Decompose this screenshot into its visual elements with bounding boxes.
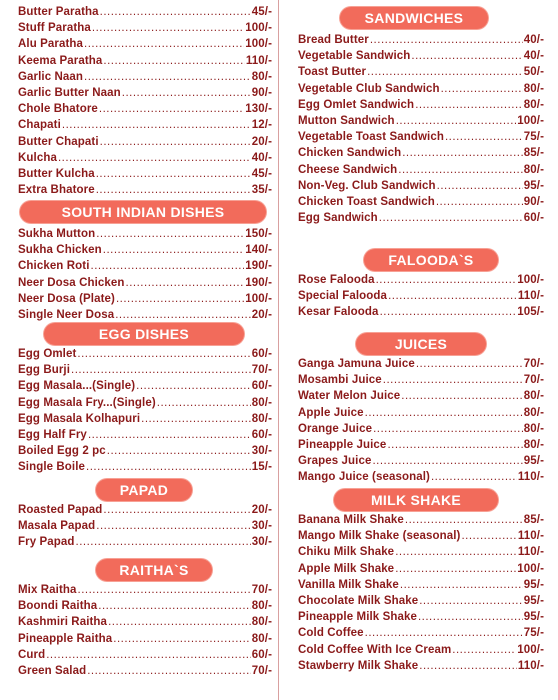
dot-leader <box>461 528 516 545</box>
dot-leader <box>100 4 251 21</box>
menu-item-price: 80/- <box>251 616 272 629</box>
menu-item-name: Masala Papad <box>18 520 96 533</box>
menu-item-name: Egg Half Fry <box>18 429 87 441</box>
menu-item <box>18 20 272 37</box>
dot-leader <box>99 101 244 118</box>
dot-leader <box>96 518 251 535</box>
menu-item-price: 80/- <box>523 163 544 176</box>
menu-item-price: 100/- <box>517 115 544 127</box>
menu-item-name: Rose Falooda <box>298 274 375 286</box>
menu-item-price: 100/- <box>517 643 544 656</box>
menu-item-name: Roasted Papad <box>18 504 103 516</box>
menu-item <box>298 577 544 594</box>
section-header: SANDWICHES <box>340 7 488 29</box>
menu-item <box>18 502 272 519</box>
menu-item <box>298 64 544 81</box>
dot-leader <box>402 145 523 162</box>
menu-item <box>298 32 544 49</box>
section-header: JUICES <box>356 333 486 355</box>
menu-item-name: Banana Milk Shake <box>298 514 404 526</box>
menu-item <box>18 443 272 460</box>
menu-item-price: 30/- <box>251 536 272 549</box>
menu-item-price: 60/- <box>251 429 272 441</box>
menu-item-name: Kesar Falooda <box>298 306 379 319</box>
menu-item <box>18 85 272 102</box>
menu-item-name: Apple Milk Shake <box>298 562 395 575</box>
menu-item-price: 95/- <box>523 578 544 591</box>
menu-item-price: 95/- <box>523 595 544 607</box>
dot-leader <box>379 210 523 227</box>
menu-item-name: Toast Butter <box>298 66 367 79</box>
dot-leader <box>122 85 251 102</box>
menu-item-price: 100/- <box>245 292 272 305</box>
menu-item-name: Chocolate Milk Shake <box>298 595 419 607</box>
menu-item-price: 130/- <box>245 103 272 116</box>
dot-leader <box>126 275 245 292</box>
dot-leader <box>388 288 517 305</box>
dot-leader <box>419 593 523 610</box>
menu-item-name: Mosambi Juice <box>298 374 382 387</box>
menu-item-price: 110/- <box>517 530 544 543</box>
dot-leader <box>96 166 251 183</box>
right-menu-column <box>282 0 558 700</box>
dot-leader <box>71 362 251 379</box>
menu-item <box>298 625 544 642</box>
dot-leader <box>91 258 245 275</box>
menu-item-price: 70/- <box>251 364 272 377</box>
dot-leader <box>116 291 244 308</box>
menu-item-name: Chiku Milk Shake <box>298 546 395 559</box>
menu-item <box>298 145 544 162</box>
dot-leader <box>380 304 517 321</box>
menu-item-name: Stuff Paratha <box>18 22 91 35</box>
section-header: SOUTH INDIAN DISHES <box>20 201 266 223</box>
dot-leader <box>76 534 251 551</box>
dot-leader <box>441 81 523 98</box>
menu-item <box>18 69 272 86</box>
menu-item-name: Egg Masala Kolhapuri <box>18 412 141 425</box>
menu-item-name: Egg Omlet <box>18 348 77 360</box>
dot-leader <box>395 561 516 578</box>
menu-item <box>18 362 272 379</box>
menu-item-price: 110/- <box>245 54 272 67</box>
menu-item-name: Pineapple Raitha <box>18 632 113 645</box>
menu-item-price: 60/- <box>251 348 272 360</box>
dot-leader <box>107 443 251 460</box>
dot-leader <box>376 272 517 289</box>
dot-leader <box>58 150 251 167</box>
dot-leader <box>100 134 251 151</box>
menu-item-name: Curd <box>18 648 46 661</box>
dot-leader <box>84 36 244 53</box>
menu-item <box>18 518 272 535</box>
menu-item-name: Keema Paratha <box>18 54 103 67</box>
dot-leader <box>431 469 517 486</box>
menu-item-name: Butter Kulcha <box>18 168 95 180</box>
menu-item <box>298 113 544 130</box>
menu-item-price: 85/- <box>523 147 544 160</box>
dot-leader <box>157 395 251 412</box>
menu-item-price: 100/- <box>517 274 544 286</box>
menu-item-name: Neer Dosa Chicken <box>18 276 125 289</box>
menu-item-price: 80/- <box>251 70 272 83</box>
menu-item-name: Non-Veg. Club Sandwich <box>298 179 436 192</box>
menu-item-name: Ganga Jamuna Juice <box>298 358 415 370</box>
dot-leader <box>387 437 522 454</box>
menu-item <box>18 134 272 151</box>
menu-item-price: 80/- <box>523 422 544 435</box>
menu-item-name: Butter Paratha <box>18 6 99 18</box>
menu-item <box>18 291 272 308</box>
menu-item-name: Kulcha <box>18 151 57 164</box>
menu-item-name: Sukha Mutton <box>18 228 96 240</box>
menu-item <box>298 561 544 578</box>
menu-item-price: 80/- <box>523 390 544 403</box>
menu-item <box>18 378 272 395</box>
menu-item-price: 90/- <box>523 196 544 208</box>
menu-item-name: Boiled Egg 2 pc <box>18 445 106 458</box>
dot-leader <box>370 32 523 49</box>
menu-item-name: Cold Coffee With Ice Cream <box>298 643 452 656</box>
menu-item-price: 100/- <box>245 22 272 35</box>
menu-item-price: 70/- <box>251 665 272 677</box>
menu-item <box>18 307 272 324</box>
dot-leader <box>365 405 523 422</box>
menu-item <box>298 304 544 321</box>
dot-leader <box>141 411 251 428</box>
menu-item-price: 60/- <box>251 380 272 393</box>
menu-item-price: 100/- <box>245 38 272 51</box>
menu-item <box>298 194 544 211</box>
menu-item <box>298 512 544 529</box>
menu-item <box>298 593 544 610</box>
menu-item <box>298 544 544 561</box>
menu-item-price: 12/- <box>251 119 272 132</box>
menu-item-price: 15/- <box>251 461 272 474</box>
menu-item <box>18 395 272 412</box>
menu-item-name: Boondi Raitha <box>18 600 98 613</box>
dot-leader <box>103 53 245 70</box>
column-divider <box>278 0 279 700</box>
menu-item <box>298 453 544 470</box>
menu-item-price: 80/- <box>251 632 272 645</box>
menu-item <box>18 614 272 631</box>
menu-item <box>18 4 272 21</box>
menu-item-name: Neer Dosa (Plate) <box>18 292 115 305</box>
menu-item-name: Fry Papad <box>18 536 75 549</box>
menu-item <box>298 210 544 227</box>
dot-leader <box>383 372 523 389</box>
menu-item <box>18 36 272 53</box>
dot-leader <box>396 113 517 130</box>
menu-item-name: Orange Juice <box>298 422 373 435</box>
menu-item-name: Mix Raitha <box>18 584 77 596</box>
menu-item <box>18 427 272 444</box>
menu-item-name: Chicken Sandwich <box>298 147 402 160</box>
menu-item-name: Cheese Sandwich <box>298 163 398 176</box>
menu-item <box>298 272 544 289</box>
menu-item-name: Garlic Naan <box>18 70 84 83</box>
menu-item <box>298 288 544 305</box>
menu-item-price: 190/- <box>245 276 272 289</box>
left-menu-column <box>0 0 276 700</box>
menu-item-name: Single Neer Dosa <box>18 309 115 321</box>
dot-leader <box>136 378 251 395</box>
section-header: FALOODA`S <box>364 249 498 271</box>
dot-leader <box>92 20 244 37</box>
menu-item-price: 40/- <box>523 34 544 46</box>
menu-item-name: Green Salad <box>18 665 87 677</box>
menu-item-price: 80/- <box>251 600 272 613</box>
menu-item-name: Vegetable Club Sandwich <box>298 82 440 95</box>
dot-leader <box>78 582 251 599</box>
dot-leader <box>418 609 523 626</box>
menu-item <box>298 437 544 454</box>
dot-leader <box>452 642 516 659</box>
section-header: EGG DISHES <box>44 323 244 345</box>
menu-item-name: Chapati <box>18 119 61 132</box>
menu-item <box>298 405 544 422</box>
dot-leader <box>103 242 245 259</box>
menu-item <box>18 117 272 134</box>
menu-item <box>298 81 544 98</box>
dot-leader <box>445 129 523 146</box>
menu-item-price: 75/- <box>523 131 544 144</box>
menu-item-name: Pineapple Milk Shake <box>298 611 417 624</box>
menu-item <box>298 421 544 438</box>
menu-item-name: Kashmiri Raitha <box>18 616 108 629</box>
dot-leader <box>96 182 251 199</box>
menu-item-name: Cold Coffee <box>298 627 364 640</box>
dot-leader <box>372 453 522 470</box>
menu-item-price: 70/- <box>523 358 544 370</box>
menu-item-price: 85/- <box>523 514 544 526</box>
dot-leader <box>416 356 523 373</box>
menu-item-price: 80/- <box>523 98 544 111</box>
menu-item <box>298 372 544 389</box>
menu-item-name: Water Melon Juice <box>298 390 401 403</box>
menu-item-name: Chole Bhatore <box>18 103 98 116</box>
menu-item-name: Sukha Chicken <box>18 244 102 257</box>
menu-item-price: 110/- <box>517 290 544 303</box>
menu-item <box>298 388 544 405</box>
menu-item <box>18 459 272 476</box>
menu-item <box>18 631 272 648</box>
dot-leader <box>108 614 251 631</box>
dot-leader <box>62 117 251 134</box>
menu-item-name: Pineapple Juice <box>298 439 387 451</box>
menu-item-name: Egg Masala...(Single) <box>18 380 136 393</box>
menu-item-price: 95/- <box>523 611 544 624</box>
menu-item <box>298 129 544 146</box>
dot-leader <box>115 307 251 324</box>
menu-item <box>18 582 272 599</box>
dot-leader <box>367 64 523 81</box>
menu-item-price: 30/- <box>251 445 272 458</box>
menu-item-price: 70/- <box>523 374 544 387</box>
menu-item-price: 20/- <box>251 135 272 148</box>
menu-item-name: Egg Sandwich <box>298 212 378 225</box>
menu-item <box>18 663 272 680</box>
menu-item <box>18 53 272 70</box>
menu-item-price: 105/- <box>517 306 544 319</box>
section-header: RAITHA`S <box>96 559 212 581</box>
menu-item <box>18 647 272 664</box>
menu-item-price: 190/- <box>245 260 272 273</box>
menu-item-name: Alu Paratha <box>18 38 84 51</box>
menu-item-price: 80/- <box>251 412 272 425</box>
menu-item-price: 40/- <box>523 50 544 63</box>
dot-leader <box>365 625 523 642</box>
menu-item <box>18 150 272 167</box>
menu-item-name: Chicken Toast Sandwich <box>298 196 435 208</box>
menu-item <box>298 178 544 195</box>
menu-item <box>298 356 544 373</box>
dot-leader <box>96 226 244 243</box>
menu-item-price: 80/- <box>523 82 544 95</box>
menu-item-name: Garlic Butter Naan <box>18 87 121 99</box>
menu-item-name: Vegetable Sandwich <box>298 50 411 63</box>
menu-item-price: 75/- <box>523 627 544 640</box>
menu-item <box>18 258 272 275</box>
menu-item-name: Butter Chapati <box>18 135 99 148</box>
menu-item-price: 20/- <box>251 504 272 516</box>
dot-leader <box>88 427 251 444</box>
menu-item <box>18 598 272 615</box>
dot-leader <box>411 48 522 65</box>
menu-item-name: Bread Butter <box>298 34 369 46</box>
menu-item-name: Extra Bhatore <box>18 184 95 197</box>
menu-item-name: Egg Masala Fry...(Single) <box>18 396 156 409</box>
menu-item <box>18 275 272 292</box>
menu-item-name: Mutton Sandwich <box>298 115 395 127</box>
menu-item-price: 45/- <box>251 168 272 180</box>
menu-item-name: Mango Milk Shake (seasonal) <box>298 530 461 543</box>
menu-item <box>298 97 544 114</box>
menu-item <box>298 48 544 65</box>
dot-leader <box>436 194 523 211</box>
dot-leader <box>373 421 523 438</box>
menu-item <box>298 162 544 179</box>
menu-item-price: 110/- <box>517 471 544 484</box>
menu-item-price: 100/- <box>517 562 544 575</box>
menu-item-price: 70/- <box>251 584 272 596</box>
menu-item-name: Single Boile <box>18 461 86 474</box>
dot-leader <box>103 502 250 519</box>
menu-item-price: 45/- <box>251 6 272 18</box>
menu-item-price: 40/- <box>251 151 272 164</box>
menu-item-name: Grapes Juice <box>298 455 372 468</box>
menu-item-price: 110/- <box>517 546 544 559</box>
dot-leader <box>419 658 517 675</box>
menu-item <box>298 658 544 675</box>
menu-item <box>18 411 272 428</box>
menu-item-name: Stawberry Milk Shake <box>298 659 419 672</box>
menu-item-name: Vanilla Milk Shake <box>298 578 399 591</box>
dot-leader <box>415 97 523 114</box>
dot-leader <box>401 388 523 405</box>
menu-item <box>298 469 544 486</box>
menu-item-price: 20/- <box>251 309 272 321</box>
menu-item <box>18 242 272 259</box>
menu-item-price: 60/- <box>523 212 544 225</box>
menu-item-price: 90/- <box>251 87 272 99</box>
menu-item-price: 80/- <box>523 439 544 451</box>
menu-item-price: 35/- <box>251 184 272 197</box>
menu-item-name: Special Falooda <box>298 290 388 303</box>
menu-item-price: 80/- <box>523 406 544 419</box>
dot-leader <box>84 69 251 86</box>
dot-leader <box>87 663 251 680</box>
menu-item-price: 80/- <box>251 396 272 409</box>
menu-item <box>298 528 544 545</box>
menu-item-name: Chicken Roti <box>18 260 90 273</box>
menu-item <box>18 346 272 363</box>
dot-leader <box>98 598 251 615</box>
menu-item-price: 30/- <box>251 520 272 533</box>
menu-item-name: Vegetable Toast Sandwich <box>298 131 444 144</box>
menu-item-price: 60/- <box>251 648 272 661</box>
dot-leader <box>398 162 522 179</box>
section-header: MILK SHAKE <box>334 489 498 511</box>
dot-leader <box>437 178 523 195</box>
menu-item <box>298 609 544 626</box>
dot-leader <box>86 459 251 476</box>
menu-item-price: 95/- <box>523 455 544 468</box>
menu-item <box>18 226 272 243</box>
menu-item-price: 95/- <box>523 179 544 192</box>
menu-item <box>298 642 544 659</box>
menu-item-price: 150/- <box>245 228 272 240</box>
menu-item-name: Mango Juice (seasonal) <box>298 471 430 484</box>
menu-item-name: Egg Burji <box>18 364 71 377</box>
menu-item-price: 140/- <box>245 244 272 257</box>
dot-leader <box>395 544 517 561</box>
dot-leader <box>77 346 250 363</box>
menu-item <box>18 166 272 183</box>
menu-item <box>18 101 272 118</box>
menu-item-price: 110/- <box>517 659 544 672</box>
dot-leader <box>405 512 523 529</box>
menu-item <box>18 182 272 199</box>
menu-item-name: Egg Omlet Sandwich <box>298 98 415 111</box>
menu-item-name: Apple Juice <box>298 406 364 419</box>
menu-item-price: 50/- <box>523 66 544 79</box>
menu-item <box>18 534 272 551</box>
dot-leader <box>400 577 523 594</box>
dot-leader <box>46 647 251 664</box>
dot-leader <box>113 631 251 648</box>
section-header: PAPAD <box>96 479 192 501</box>
